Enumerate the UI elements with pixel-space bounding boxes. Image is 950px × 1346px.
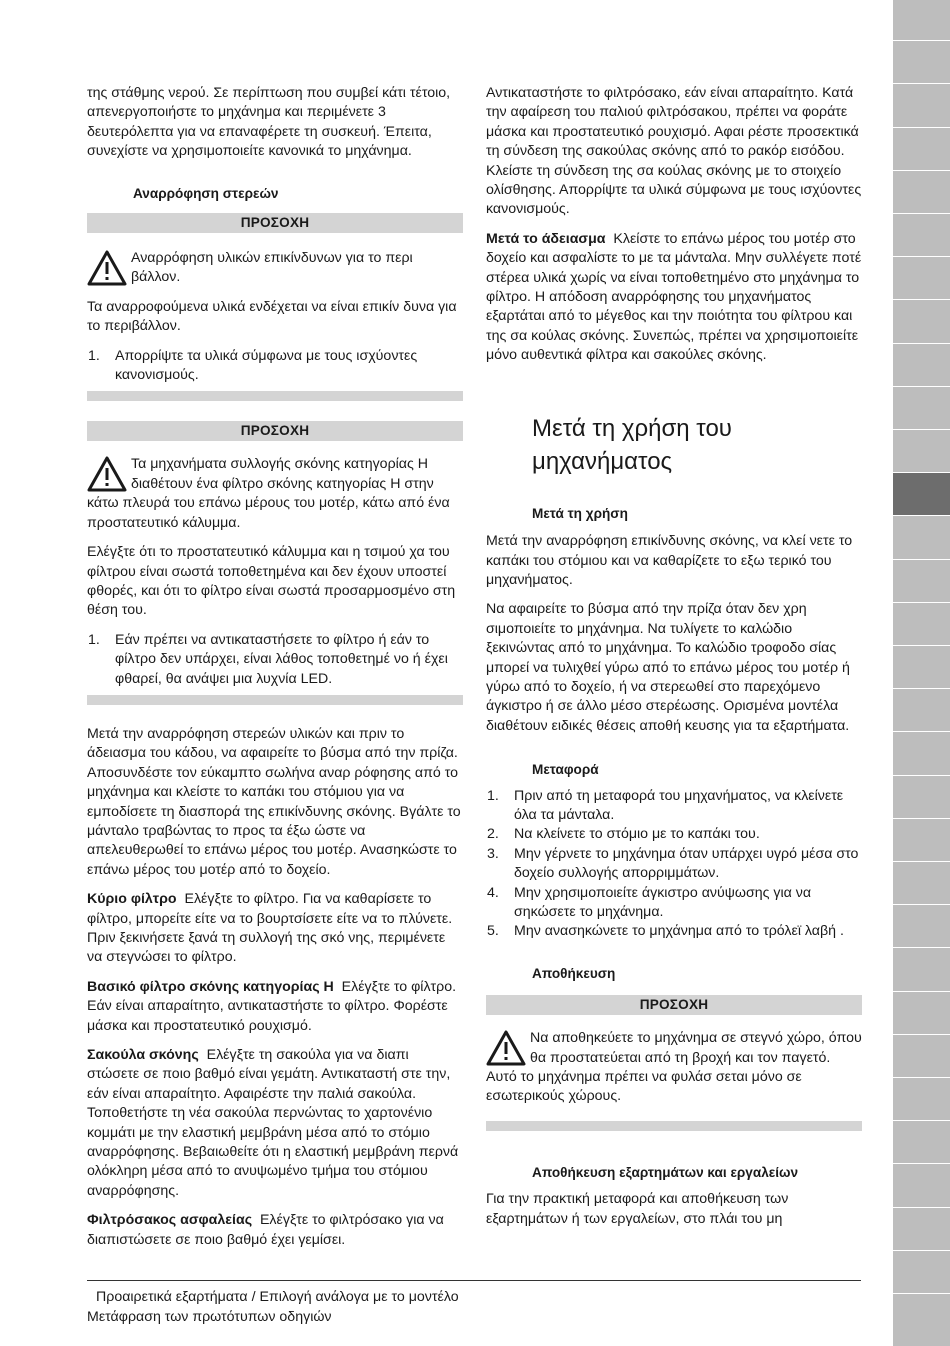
list-item: 1. Απορρίψτε τα υλικά σύμφωνα με τους ισχύοντες κανονισμούς. (88, 347, 418, 384)
footer-note: Προαιρετικά εξαρτήματα / Επιλογή ανάλογα με το μοντέλο (96, 1289, 459, 1305)
side-tab (893, 1250, 950, 1293)
side-tab (893, 861, 950, 904)
side-tab (893, 127, 950, 170)
side-tab (893, 991, 950, 1034)
warning-text: Αναρρόφηση υλικών επικίνδυνων για το περι βάλλον. (131, 250, 413, 286)
side-tab (893, 688, 950, 731)
side-tab (893, 1293, 950, 1336)
side-tab (893, 40, 950, 83)
left-column (87, 84, 463, 1260)
after-use-paragraph-1: Μετά την αναρρόφηση επικίνδυνης σκόνης, να κλεί νετε το καπάκι του στόμιου και να καθαρίζετε το εξω τερικό του μηχανήματος. (486, 533, 853, 588)
side-tab (893, 256, 950, 299)
main-filter-paragraph: Κύριο φίλτρο Ελέγξτε το φίλτρο. Για να καθαρίσετε το φίλτρο, μπορείτε είτε να το βουρτσίσετε είτε να το πλύνετε. Πριν ξεκινήσετε ξανά τη συλλογή της σκό νης, περιμένετε να στεγνώσει το φίλτρο. (87, 891, 453, 966)
side-tab (893, 1163, 950, 1206)
side-tab (893, 1207, 950, 1250)
side-tab (893, 429, 950, 472)
warning-list (87, 631, 463, 689)
intro-paragraph: της στάθμης νερού. Σε περίπτωση που συμβεί κάτι τέτοιο, απενεργοποιήστε το μηχάνημα και περιμένετε 3 δευτερόλεπτα για να επαναφέρετε τη συσκευή. Έπειτα, συνεχίστε να χρησιμοποιείτε κανονικά το μηχάνημα. (87, 85, 451, 160)
list-item: 2. Να κλείνετε το στόμιο με το καπάκι του. (487, 826, 760, 843)
right-column (486, 84, 862, 1239)
dust-bag-paragraph: Σακούλα σκόνης Ελέγξτε τη σακούλα για να διαπι στώσετε σε ποιο βαθμό είναι γεμάτη. Αντικαταστή στε την, εάν είναι απαραίτητο. Αφαιρέστε την παλιά σακούλα. Τοποθετήστε τη νέα σακούλα περνώντας το χαρτονένιο κομμάτι με την ελαστική μεμβράνη μέσα από το στόμιο αναρρόφησης. Βεβαιωθείτε ότι η ελαστική μεμβράνη περνά ολόκληρη μέσα από το ανυψωμένο τμήμα του στόμιου αναρρόφησης. (87, 1047, 459, 1199)
list-item: 3. Μην γέρνετε το μηχάνημα όταν υπάρχει υγρό μέσα στο δοχείο συλλογής απορριμμάτων. (487, 845, 859, 882)
side-tab (893, 904, 950, 947)
warning-box-storage (486, 995, 862, 1131)
side-tab (893, 818, 950, 861)
accessories-heading: Αποθήκευση εξαρτημάτων και εργαλείων (532, 1164, 799, 1180)
warning-header: ΠΡΟΣΟΧΗ (87, 213, 463, 233)
side-tab (893, 1077, 950, 1120)
warning-text: Να αποθηκεύετε το μηχάνημα σε στεγνό χώρο, όπου θα προστατεύεται από τη βροχή και τον παγετό. Αυτό το μηχάνημα πρέπει να φυλάσ σεται μόνο σε εσωτερικούς χώρους. (486, 1030, 862, 1105)
list-item: 1. Πριν από τη μεταφορά του μηχανήματος, να κλείνετε όλα τα μάνταλα. (487, 787, 844, 823)
side-tab (893, 472, 950, 515)
warning-footer-bar (87, 391, 463, 401)
footer-divider (87, 1280, 861, 1281)
footer-translation: Μετάφραση των πρωτότυπων οδηγιών (87, 1309, 332, 1325)
warning-list (87, 347, 463, 386)
side-tab (893, 213, 950, 256)
side-tab (893, 343, 950, 386)
transport-heading: Μεταφορά (532, 762, 599, 778)
side-tab (893, 170, 950, 213)
warning-box-environment (87, 213, 463, 401)
storage-heading: Αποθήκευση (532, 965, 616, 981)
side-tab (893, 1034, 950, 1077)
after-solids-paragraph: Μετά την αναρρόφηση στερεών υλικών και πριν το άδειασμα του κάδου, να αφαιρείτε το βύσμα από την πρίζα. Αποσυνδέστε τον εύκαμπτο σωλήνα αναρ ρόφησης από το μηχάνημα και κλείστε το καπάκι του στόμιου για να εμποδίσετε τη διασπορά της επικίνδυνης σκόνης. Βγάλτε το μάνταλο τραβώντας το προς τα έξω ώστε να απελευθερωθεί το επάνω μέρος του μοτέρ. Ανασηκώστε το επάνω μέρος του μοτέρ από το δοχείο. (87, 725, 461, 878)
safety-bag-paragraph: Φιλτρόσακος ασφαλείας Ελέγξτε το φιλτρόσακο για να διαπιστώσετε σε ποιο βαθμό έχει γεμίσει. (87, 1212, 444, 1248)
list-item: 5. Μην ανασηκώνετε το μηχάνημα από το τρόλεϊ λαβή . (487, 923, 844, 940)
warning-box-h-filter (87, 421, 463, 704)
side-tab (893, 645, 950, 688)
warning-footer-bar (486, 1121, 862, 1131)
list-item: 1. Εάν πρέπει να αντικαταστήσετε το φίλτρο ή εάν το φίλτρο δεν υπάρχει, είναι λάθος τοποθετημέ νο ή έχει φθαρεί, θα ανάψει μια λυχνία LED. (88, 631, 448, 687)
warning-header: ΠΡΟΣΟΧΗ (87, 421, 463, 441)
after-emptying-paragraph: Μετά το άδειασμα Κλείστε το επάνω μέρος του μοτέρ στο δοχείο και ασφαλίστε το με τα μάνταλα. Μην συλλέγετε ποτέ στέρεα υλικά χωρίς να είναι τοποθετημένο στο μηχάνημα το φίλτρο. Η απόδοση αναρρόφησης του μηχανήματος εξαρτάται από το μέγεθος και την ποιότητα του φίλτρου και της σα κούλας σκόνης. Συνεπώς, πρέπει να χρησιμοποιείτε μόνο αυθεντικά φίλτρα και σακούλες σκόνης. (486, 230, 862, 364)
warning-paragraph: Τα αναρροφούμενα υλικά ενδέχεται να είναι επικίν δυνα για το περιβάλλον. (87, 298, 457, 335)
list-item: 4. Μην χρησιμοποιείτε άγκιστρο ανύψωσης για να σηκώσετε το μηχάνημα. (487, 884, 812, 920)
warning-header: ΠΡΟΣΟΧΗ (486, 995, 862, 1015)
side-tab (893, 602, 950, 645)
accessories-paragraph: Για την πρακτική μεταφορά και αποθήκευση των εξαρτημάτων ή των εργαλείων, στο πλάι του μη (486, 1191, 789, 1227)
side-tab (893, 947, 950, 990)
side-tab (893, 386, 950, 429)
warning-triangle-icon (87, 250, 127, 286)
side-tab (893, 299, 950, 342)
solids-heading: Αναρρόφηση στερεών (133, 185, 279, 201)
transport-list (486, 787, 862, 942)
side-tab-strip (893, 0, 950, 1346)
h-filter-paragraph: Βασικό φίλτρο σκόνης κατηγορίας Η Ελέγξτε το φίλτρο. Εάν είναι απαραίτητο, αντικαταστήστε το φίλτρο. Φορέστε μάσκα και προστατευτικό ρουχισμό. (87, 978, 457, 1034)
side-tab (893, 775, 950, 818)
warning-paragraph: Ελέγξτε ότι το προστατευτικό κάλυμμα και η τσιμού χα του φίλτρου είναι σωστά τοποθετημένα και δεν έχουν υποστεί φθορές, και ότι το φίλτρο είναι σωστά προσαρμοσμένο στη θέση του. (87, 544, 456, 619)
section-title: Μετά τη χρήση του μηχανήματος (532, 414, 732, 475)
warning-text: Τα μηχανήματα συλλογής σκόνης κατηγορίας Η διαθέτουν ένα φίλτρο σκόνης κατηγορίας Η στην κάτω πλευρά του επάνω μέρους του μοτέρ, κάτω από ένα προστατευτικό κάλυμμα. (87, 456, 450, 531)
after-use-heading: Μετά τη χρήση (532, 505, 628, 521)
side-tab (893, 559, 950, 602)
side-tab (893, 1120, 950, 1163)
warning-footer-bar (87, 695, 463, 705)
side-tab (893, 515, 950, 558)
warning-triangle-icon (486, 1030, 526, 1066)
side-tab (893, 731, 950, 774)
replace-paragraph: Αντικαταστήστε το φιλτρόσακο, εάν είναι απαραίτητο. Κατά την αφαίρεση του παλιού φιλτρόσακου, πρέπει να φοράτε μάσκα και προστατευτικό ρουχισμό. Αφαι ρέστε προσεκτικά τη σύνδεση της σακούλας σκόνης από το ρακόρ εισόδου. Κλείστε τη σύνδεση της σα κούλας σκόνης με το στοιχείο ολίσθησης. Απορρίψτε τα υλικά σύμφωνα με τους ισχύοντες κανονισμούς. (486, 85, 862, 218)
warning-triangle-icon (87, 456, 127, 492)
side-tab (893, 83, 950, 126)
after-use-paragraph-2: Να αφαιρείτε το βύσμα από την πρίζα όταν δεν χρη σιμοποιείτε το μηχάνημα. Να τυλίγετε το καλώδιο ξεκινώντας από το μηχάνημα. Το καλώδιο τροφοδο σίας μπορεί να τυλιχθεί γύρω από το επάνω μέρος του μοτέρ ή γύρω από το δοχείο, ή να στερεωθεί στο παρεχόμενο άγκιστρο ή σε άλλο μέσο στερέωσης. Ορισμένα μοντέλα διαθέτουν ειδικές θέσεις αποθή κευσης για τα εξαρτήματα. (486, 601, 850, 734)
